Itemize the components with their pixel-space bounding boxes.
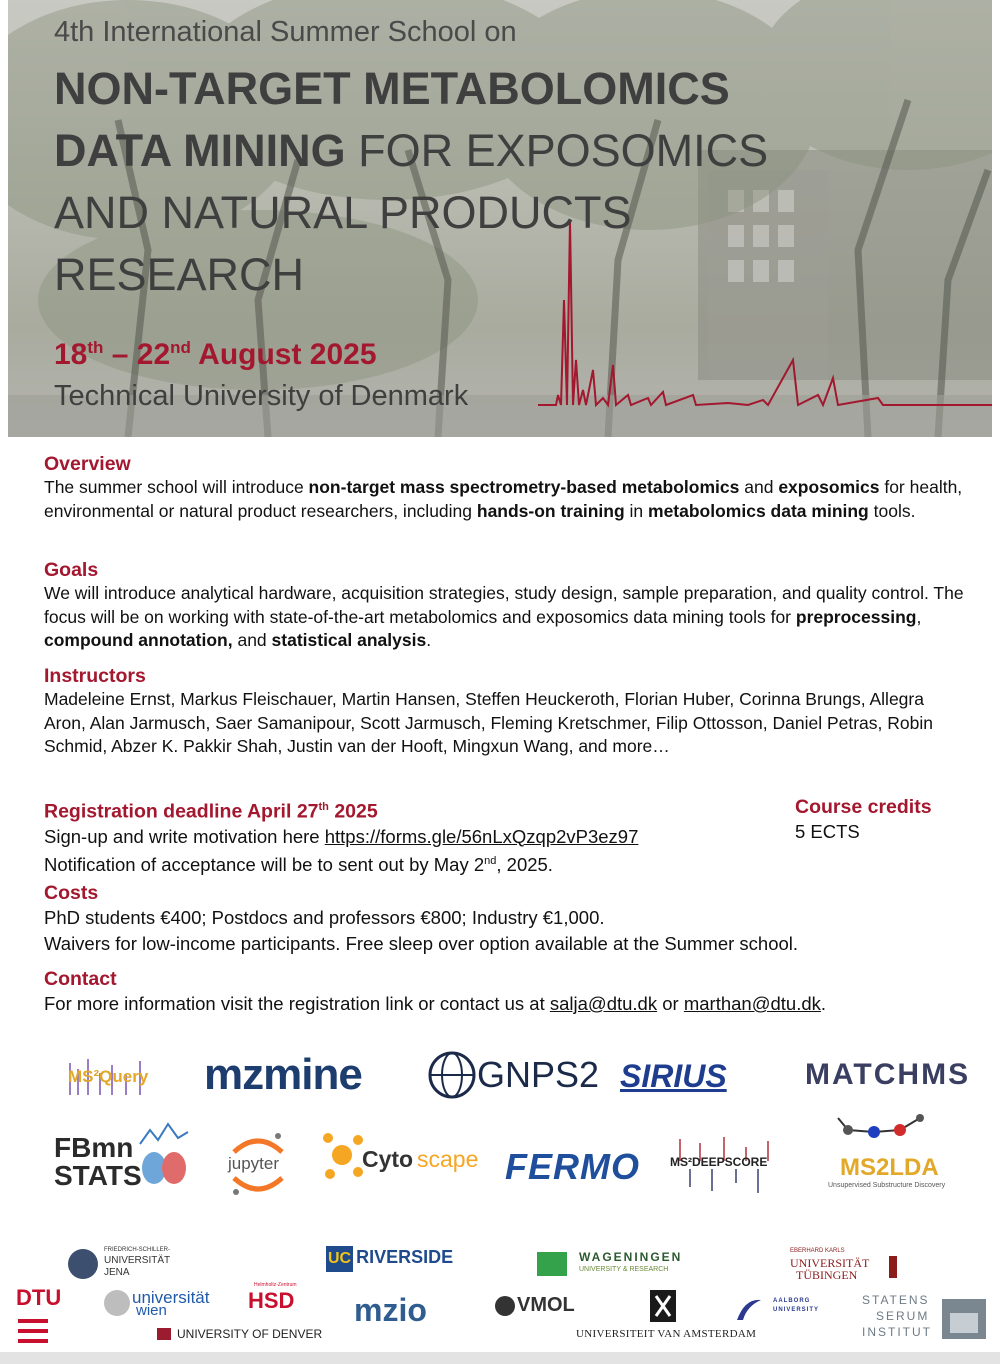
uni-wien-logo: universität wien: [102, 1288, 132, 1323]
registration-heading: Registration deadline April 27th 2025: [44, 800, 378, 823]
uc-riverside-logo: UC RIVERSIDE: [326, 1246, 453, 1272]
jupyter-logo: jupyter: [226, 1130, 290, 1205]
instructors-section: [44, 664, 964, 759]
costs-text: PhD students €400; Postdocs and professors €800; Industry €1,000. Waivers for low-income participants. Free sleep over option available at the Summer school.: [44, 907, 799, 954]
gnps2-logo: GNPS2: [427, 1050, 477, 1105]
fermo-logo: FERMO: [505, 1146, 640, 1187]
matchms-logo: MATCHMS: [805, 1058, 971, 1091]
uva-wordmark: UNIVERSITEIT VAN AMSTERDAM: [576, 1328, 757, 1340]
contact-heading: Contact: [44, 968, 117, 990]
registration-text: Sign-up and write motivation here https://forms.gle/56nLxQzqp2vP3ez97 Notification of acceptance will be to sent out by May 2nd, 2025.: [44, 825, 639, 875]
uva-crest: [648, 1290, 678, 1329]
dtu-logo: DTU: [16, 1285, 61, 1311]
email-link-marthan[interactable]: marthan@dtu.dk: [683, 993, 821, 1014]
overview-section: [44, 452, 964, 523]
goals-heading: Goals: [44, 559, 99, 581]
goals-text: We will introduce analytical hardware, acquisition strategies, study design, sample preparation, and quality control. The focus will be on working with state-of-the-art metabolomics and exposomics data mining tools for preprocessing, compound annotation, and statistical analysis.: [44, 583, 964, 650]
title-line-1: NON-TARGET METABOLOMICS: [54, 63, 730, 114]
registration-section: [44, 795, 764, 877]
contact-section: [44, 967, 964, 1016]
mzmine-logo: mzmine: [204, 1050, 362, 1099]
ms2lda-logo: MS2LDA Unsupervised Substructure Discovery: [828, 1112, 938, 1161]
fbmn-brain-graphic: [136, 1120, 192, 1195]
ms2deepscore-logo: MS²DEEPSCORE: [670, 1155, 768, 1169]
event-dates: 18th – 22nd August 2025: [54, 338, 377, 371]
credits-heading: Course credits: [795, 796, 932, 818]
email-link-salja[interactable]: salja@dtu.dk: [549, 993, 658, 1014]
overview-heading: Overview: [44, 453, 131, 475]
credits-section: [795, 795, 975, 844]
title-line-2-rest: FOR EXPOSOMICS: [345, 125, 769, 176]
wageningen-logo: WAGENINGEN UNIVERSITY & RESEARCH: [535, 1250, 571, 1283]
contact-text: For more information visit the registration link or contact us at salja@dtu.dk or marthan@dtu.dk.: [44, 993, 827, 1014]
costs-heading: Costs: [44, 882, 99, 904]
banner-subtitle: 4th International Summer School on: [54, 16, 517, 48]
uni-denver-logo: UNIVERSITY OF DENVER: [155, 1327, 173, 1346]
banner-title: [54, 58, 984, 306]
title-line-3: AND NATURAL PRODUCTS: [54, 187, 632, 238]
cytoscape-logo: Cyto scape: [322, 1130, 364, 1185]
sirius-logo: SIRIUS: [620, 1058, 727, 1094]
header-banner: [8, 0, 992, 437]
instructors-heading: Instructors: [44, 665, 146, 687]
mzio-logo: mzio: [354, 1292, 427, 1328]
globe-icon: [427, 1050, 477, 1100]
goals-section: [44, 558, 964, 653]
title-line-2-bold: DATA MINING: [54, 125, 346, 176]
bottom-bar: [0, 1352, 1000, 1364]
title-line-4: RESEARCH: [54, 249, 305, 300]
vmol-logo: VMOL: [493, 1294, 517, 1323]
uni-jena-logo: FRIEDRICH-SCHILLER- UNIVERSITÄT JENA: [66, 1247, 100, 1286]
event-venue: Technical University of Denmark: [54, 380, 469, 412]
overview-text: The summer school will introduce non-target mass spectrometry-based metabolomics and exposomics for health, environmental or natural product researchers, including hands-on training in metabolomics data mining tools.: [44, 477, 963, 521]
msquery-logo: MS²Query: [68, 1067, 149, 1086]
costs-section: [44, 881, 964, 957]
fbmn-stats-logo: FBmn STATS: [54, 1132, 142, 1191]
credits-value: 5 ECTS: [795, 821, 860, 842]
instructors-text: Madeleine Ernst, Markus Fleischauer, Martin Hansen, Steffen Heuckeroth, Florian Huber, Corinna Brungs, Allegra Aron, Alan Jarmusch, Saer Samanipour, Scott Jarmusch, Fleming Kretschmer, Filip Ottosson, Daniel Petras, Robin Schmid, Abzer K. Pakkir Shah, Justin van der Hooft, Mingxun Wang, and more…: [44, 689, 933, 756]
registration-link[interactable]: https://forms.gle/56nLxQzqp2vP3ez97: [324, 825, 639, 847]
aalborg-logo: AALBORG UNIVERSITY: [733, 1296, 763, 1327]
